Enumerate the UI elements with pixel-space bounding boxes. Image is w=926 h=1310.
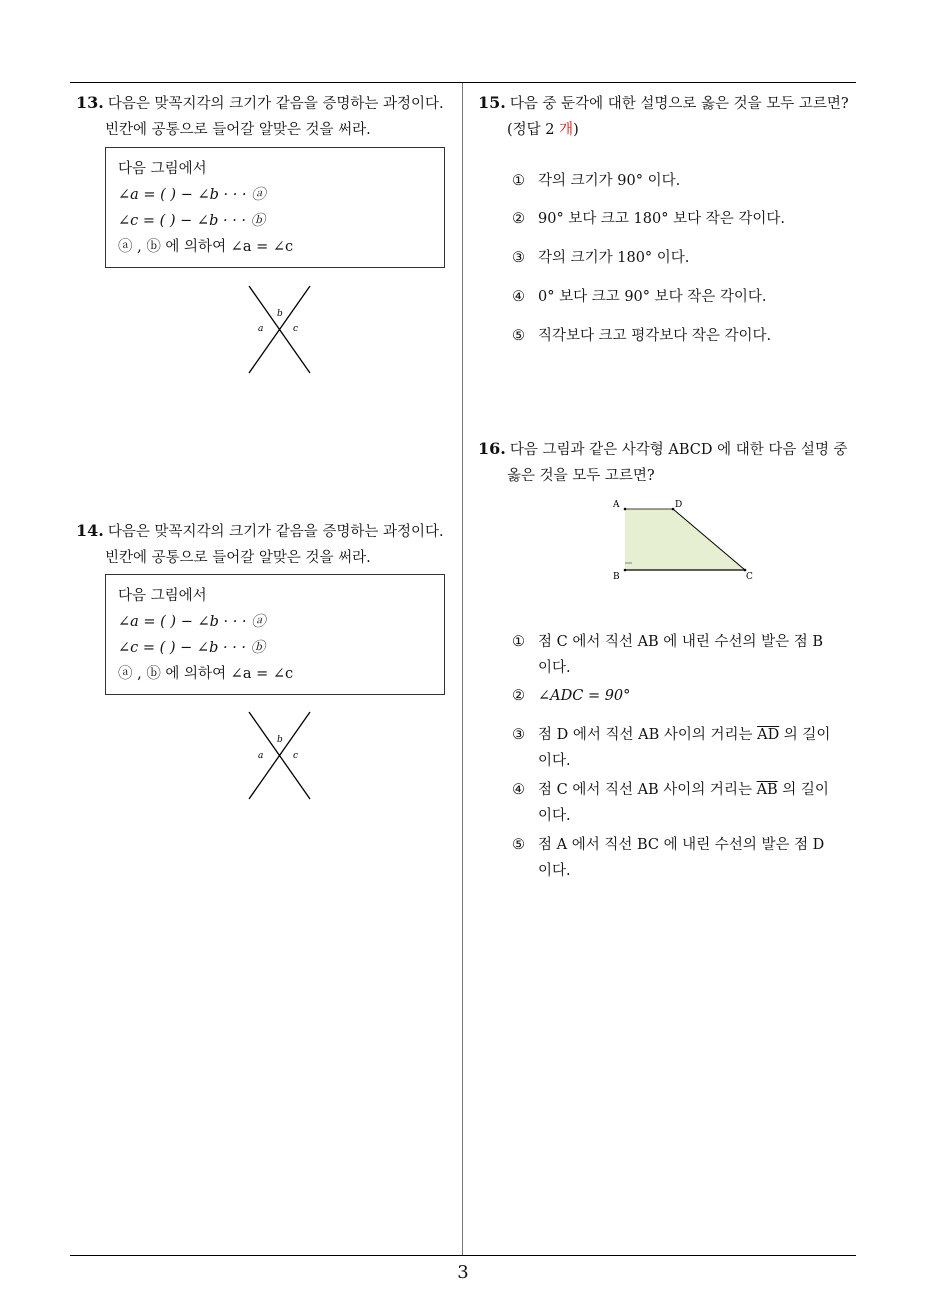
label-c: C xyxy=(746,572,753,582)
option-text: 0° 보다 크고 90° 보다 작은 각이다. xyxy=(538,289,767,305)
answer-suffix: ) xyxy=(573,122,579,138)
option-text: 점 C 에서 직선 AB 에 내린 수선의 발은 점 B xyxy=(538,634,824,650)
bottom-rule xyxy=(70,1255,856,1256)
option-text: 90° 보다 크고 180° 보다 작은 각이다. xyxy=(538,211,785,227)
q16-option-4[interactable] xyxy=(512,777,829,829)
question-number: 13. xyxy=(76,93,104,112)
question-text-line1: 다음 그림과 같은 사각형 ABCD 에 대한 다음 설명 중 xyxy=(509,442,848,458)
question-number: 16. xyxy=(478,439,506,458)
figure-label-b: b xyxy=(277,735,283,745)
question-text-line1: 다음은 맞꼭지각의 크기가 같음을 증명하는 과정이다. xyxy=(107,524,444,540)
option-text-pre: 점 C 에서 직선 AB 사이의 거리는 xyxy=(538,782,757,798)
proof-eq2: ∠c = ( ) − ∠b · · · ⓑ xyxy=(118,213,266,229)
answer-count-note xyxy=(478,117,858,143)
question-text-line2: 빈칸에 공통으로 들어갈 알맞은 것을 써라. xyxy=(105,122,371,138)
option-number: ① xyxy=(512,634,525,650)
option-number: ② xyxy=(512,211,525,227)
option-number: ⑤ xyxy=(512,837,525,853)
q15-option-1[interactable] xyxy=(512,168,680,194)
option-text-post: 의 길이 xyxy=(779,727,831,743)
question-16 xyxy=(478,436,863,489)
label-d: D xyxy=(675,500,683,510)
segment-ad: $\overline{AD}$ xyxy=(757,727,780,743)
proof-title: 다음 그림에서 xyxy=(118,588,207,604)
option-text-cont: 이다. xyxy=(538,660,571,676)
question-13 xyxy=(76,90,460,143)
question-15 xyxy=(478,90,858,143)
label-a: A xyxy=(613,500,620,510)
question-14 xyxy=(76,518,460,571)
question-text-line2: 옳은 것을 모두 고르면? xyxy=(507,468,655,484)
figure-label-c: c xyxy=(293,751,299,761)
quadrilateral-figure xyxy=(605,495,765,587)
proof-eq3: ⓐ , ⓑ 에 의하여 ∠a = ∠c xyxy=(118,239,294,255)
q16-option-5[interactable] xyxy=(512,832,824,884)
option-text: 각의 크기가 180° 이다. xyxy=(538,250,690,266)
question-text-line1: 다음은 맞꼭지각의 크기가 같음을 증명하는 과정이다. xyxy=(107,96,444,112)
top-rule xyxy=(70,82,856,83)
option-text: 각의 크기가 90° 이다. xyxy=(538,173,681,189)
figure-label-a: a xyxy=(258,324,264,334)
option-number: ① xyxy=(512,173,525,189)
label-b: B xyxy=(613,572,620,582)
point-b xyxy=(624,569,627,572)
figure-label-a: a xyxy=(258,751,264,761)
q15-option-4[interactable] xyxy=(512,284,767,310)
option-number: ③ xyxy=(512,250,525,266)
q16-option-3[interactable] xyxy=(512,722,830,774)
option-text-cont: 이다. xyxy=(538,808,571,824)
point-c xyxy=(744,569,747,572)
point-d xyxy=(672,508,675,511)
proof-box-13 xyxy=(105,147,445,268)
segment-ab: $\overline{AB}$ xyxy=(756,782,778,798)
option-number: ⑤ xyxy=(512,328,525,344)
q15-option-2[interactable] xyxy=(512,206,785,232)
question-number: 15. xyxy=(478,93,506,112)
q15-option-3[interactable] xyxy=(512,245,689,271)
figure-label-b: b xyxy=(277,309,283,319)
question-text-line2: 빈칸에 공통으로 들어갈 알맞은 것을 써라. xyxy=(105,550,371,566)
figure-label-c: c xyxy=(293,324,299,334)
option-text: ∠ADC = 90° xyxy=(538,688,631,704)
q16-option-2[interactable] xyxy=(512,683,630,709)
option-text: 점 A 에서 직선 BC 에 내린 수선의 발은 점 D xyxy=(538,837,825,853)
proof-title: 다음 그림에서 xyxy=(118,161,207,177)
answer-prefix: (정답 2 xyxy=(507,122,560,138)
option-text-pre: 점 D 에서 직선 AB 사이의 거리는 xyxy=(538,727,758,743)
option-number: ④ xyxy=(512,782,525,798)
option-text-cont: 이다. xyxy=(538,753,571,769)
option-number: ② xyxy=(512,688,525,704)
proof-eq1: ∠a = ( ) − ∠b · · · ⓐ xyxy=(118,614,266,630)
option-text-post: 의 길이 xyxy=(777,782,829,798)
option-text-cont: 이다. xyxy=(538,863,571,879)
vertical-angles-figure-14 xyxy=(240,708,320,804)
proof-eq1: ∠a = ( ) − ∠b · · · ⓐ xyxy=(118,187,266,203)
proof-eq3: ⓐ , ⓑ 에 의하여 ∠a = ∠c xyxy=(118,666,294,682)
point-a xyxy=(624,508,627,511)
proof-box-14 xyxy=(105,574,445,695)
vertical-angles-figure-13 xyxy=(240,282,320,378)
q16-option-1[interactable] xyxy=(512,629,823,681)
page-number: 3 xyxy=(457,1262,469,1283)
question-text-line1: 다음 중 둔각에 대한 설명으로 옳은 것을 모두 고르면? xyxy=(509,96,849,112)
question-number: 14. xyxy=(76,521,104,540)
option-number: ④ xyxy=(512,289,525,305)
proof-eq2: ∠c = ( ) − ∠b · · · ⓑ xyxy=(118,640,266,656)
q15-option-5[interactable] xyxy=(512,323,771,349)
answer-unit: 개 xyxy=(559,122,574,138)
column-divider xyxy=(462,83,463,1256)
quadrilateral-abcd xyxy=(625,509,745,570)
option-number: ③ xyxy=(512,727,525,743)
option-text: 직각보다 크고 평각보다 작은 각이다. xyxy=(538,328,772,344)
